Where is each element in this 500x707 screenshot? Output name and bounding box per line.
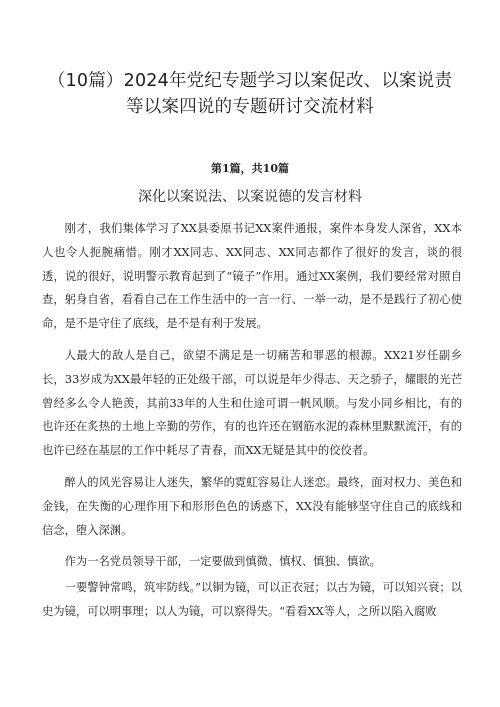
part-label: 第1篇，共10篇 [211,162,289,175]
paragraph-4: 作为一名党员领导干部，一定要做到慎微、慎权、慎独、慎欲。 [64,555,381,569]
paragraph-5: 一要警钟常鸣，筑牢防线。”以铜为镜，可以正衣冠；以古为镜，可以知兴衰；以史为镜，可以明事理；以人为镜，可以察得失。“看看XX等人，之所以陷入腐败 [42,581,462,618]
document-body [42,217,462,632]
paragraph-1: 刚才，我们集体学习了XX县委原书记XX案件通报，案件本身发人深省，XX本人也令人扼腕痛惜。刚才XX同志、XX同志、XX同志都作了很好的发言，谈的很透，说的很好，说明警示教育起到了“镜子”作用。通过XX案例，我们要经常对照自查，躬身自省，看看自己在工作生活中的一言一行、一举一动，是不是践行了初心使命，是不是守住了底线，是不是有利于发展。 [42,222,462,331]
title-line-1: （10篇）2024年党纪专题学习以案促改、以案说责 [47,71,453,91]
document-title [40,68,460,120]
paragraph-3: 醉人的风光容易让人迷失，繁华的霓虹容易让人迷恋。最终，面对权力、美色和金钱，在失衡的心理作用下和形形色色的诱惑下，XX没有能够坚守住自己的底线和信念，堕入深渊。 [42,475,462,537]
paragraph-2: 人最大的敌人是自己，欲望不满足是一切痛苦和罪恶的根源。XX21岁任副乡长，33岁成为XX最年轻的正处级干部，可以说是年少得志、天之骄子，耀眼的光芒曾经多么令人艳羡，其前33年的人生和仕途可谓一帆风顺。与发小同乡相比，有的也许还在炙热的土地上辛勤的劳作，有的也许还在钢筋水泥的森林里默默流汗，有的也许已经在基层的工作中耗尽了青春，而XX无疑是其中的佼佼者。 [42,348,462,458]
section-subtitle: 深化以案说法、以案说德的发言材料 [138,189,362,205]
title-line-2: 等以案四说的专题研讨交流材料 [126,97,374,117]
